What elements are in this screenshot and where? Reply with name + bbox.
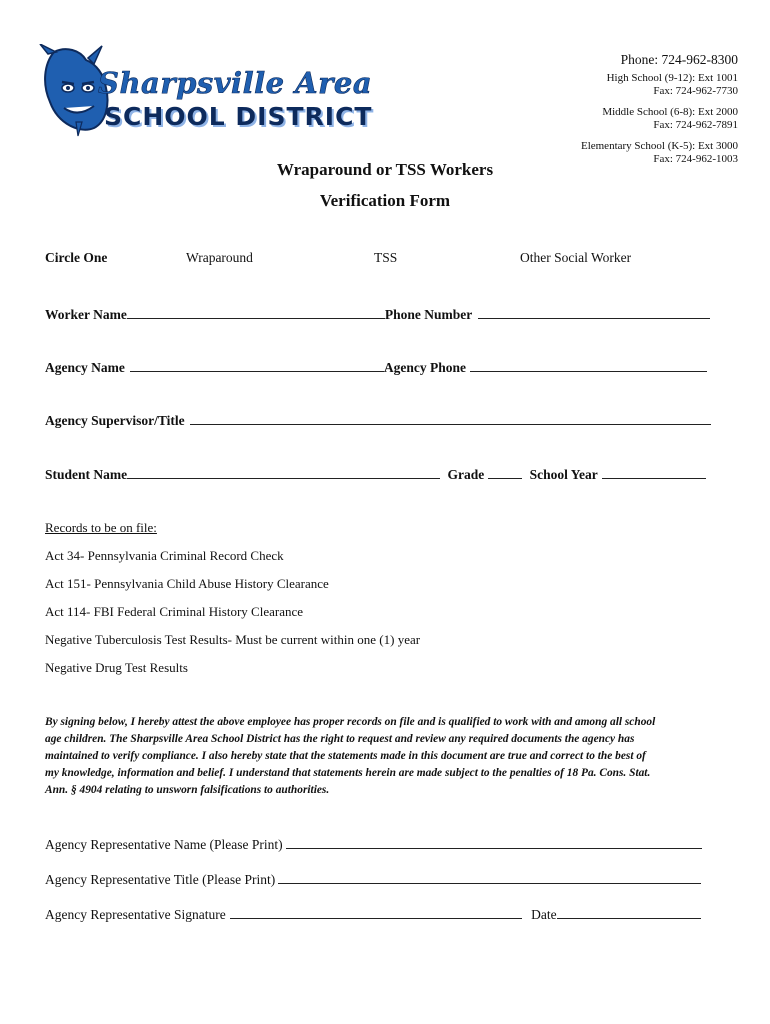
school-year-label: School Year <box>529 467 598 482</box>
agency-supervisor-label: Agency Supervisor/Title <box>45 413 185 428</box>
contact-info <box>581 52 738 174</box>
phone-number-label: Phone Number <box>384 307 473 322</box>
records-heading: Records to be on file: <box>45 520 157 535</box>
agency-phone-label: Agency Phone <box>383 360 466 375</box>
option-tss[interactable]: TSS <box>374 250 398 265</box>
agency-phone-field[interactable] <box>470 359 707 372</box>
high-school-ext: High School (9-12): Ext 1001 <box>606 72 738 84</box>
record-item: Negative Drug Test Results <box>45 660 188 675</box>
high-school-fax: Fax: 724-962-7730 <box>653 85 738 97</box>
logo-name-line2: SCHOOL DISTRICT <box>104 102 373 131</box>
attestation-line: By signing below, I hereby attest the above employee has proper records on file and is qualified to work with and among all school <box>45 716 656 728</box>
record-item: Negative Tuberculosis Test Results- Must be current within one (1) year <box>45 632 421 647</box>
rep-signature-field[interactable] <box>230 906 522 919</box>
rep-name-label: Agency Representative Name (Please Print) <box>45 837 283 852</box>
elementary-school-fax: Fax: 724-962-1003 <box>653 153 738 165</box>
record-item: Act 151- Pennsylvania Child Abuse History Clearance <box>45 576 329 591</box>
district-logo <box>36 44 436 144</box>
middle-school-fax: Fax: 724-962-7891 <box>653 119 738 131</box>
option-wraparound[interactable]: Wraparound <box>186 250 253 265</box>
logo-name-line1: Sharpsville Area <box>98 66 373 100</box>
option-other-social-worker[interactable]: Other Social Worker <box>520 250 632 265</box>
grade-field[interactable] <box>488 466 522 479</box>
elementary-school-ext: Elementary School (K-5): Ext 3000 <box>580 140 738 152</box>
rep-title-field[interactable] <box>278 871 701 884</box>
school-year-field[interactable] <box>602 466 706 479</box>
attestation-line: my knowledge, information and belief. I understand that statements herein are made subject to the penalties of 18 Pa. Cons. Stat. <box>45 767 651 779</box>
form-subtitle: Verification Form <box>319 191 451 210</box>
main-phone: Phone: 724-962-8300 <box>620 52 738 67</box>
record-item: Act 34- Pennsylvania Criminal Record Check <box>45 548 284 563</box>
rep-title-label: Agency Representative Title (Please Print) <box>45 872 276 887</box>
record-item: Act 114- FBI Federal Criminal History Clearance <box>45 604 304 619</box>
attestation-paragraph <box>45 714 725 799</box>
date-label: Date <box>531 907 557 922</box>
date-field[interactable] <box>557 906 701 919</box>
agency-supervisor-field[interactable] <box>190 412 711 425</box>
rep-name-field[interactable] <box>286 836 702 849</box>
attestation-line: age children. The Sharpsville Area School District has the right to request and review any required documents the agency has <box>45 733 635 745</box>
form-title: Wraparound or TSS Workers <box>276 160 494 179</box>
agency-name-field[interactable] <box>130 359 384 372</box>
middle-school-ext: Middle School (6-8): Ext 2000 <box>602 106 738 118</box>
attestation-line: maintained to verify compliance. I also hereby state that the statements made in this document are true and correct to the best of <box>45 750 646 762</box>
attestation-line: Ann. § 4904 relating to unsworn falsifications to authorities. <box>45 784 330 796</box>
worker-name-label: Worker Name <box>45 307 127 322</box>
agency-name-label: Agency Name <box>45 360 125 375</box>
circle-one-label: Circle One <box>45 250 108 265</box>
grade-label: Grade <box>447 467 485 482</box>
phone-number-field[interactable] <box>478 306 710 319</box>
student-name-field[interactable] <box>127 466 440 479</box>
student-name-label: Student Name <box>45 467 128 482</box>
rep-signature-label: Agency Representative Signature <box>45 907 226 922</box>
worker-name-field[interactable] <box>127 306 385 319</box>
